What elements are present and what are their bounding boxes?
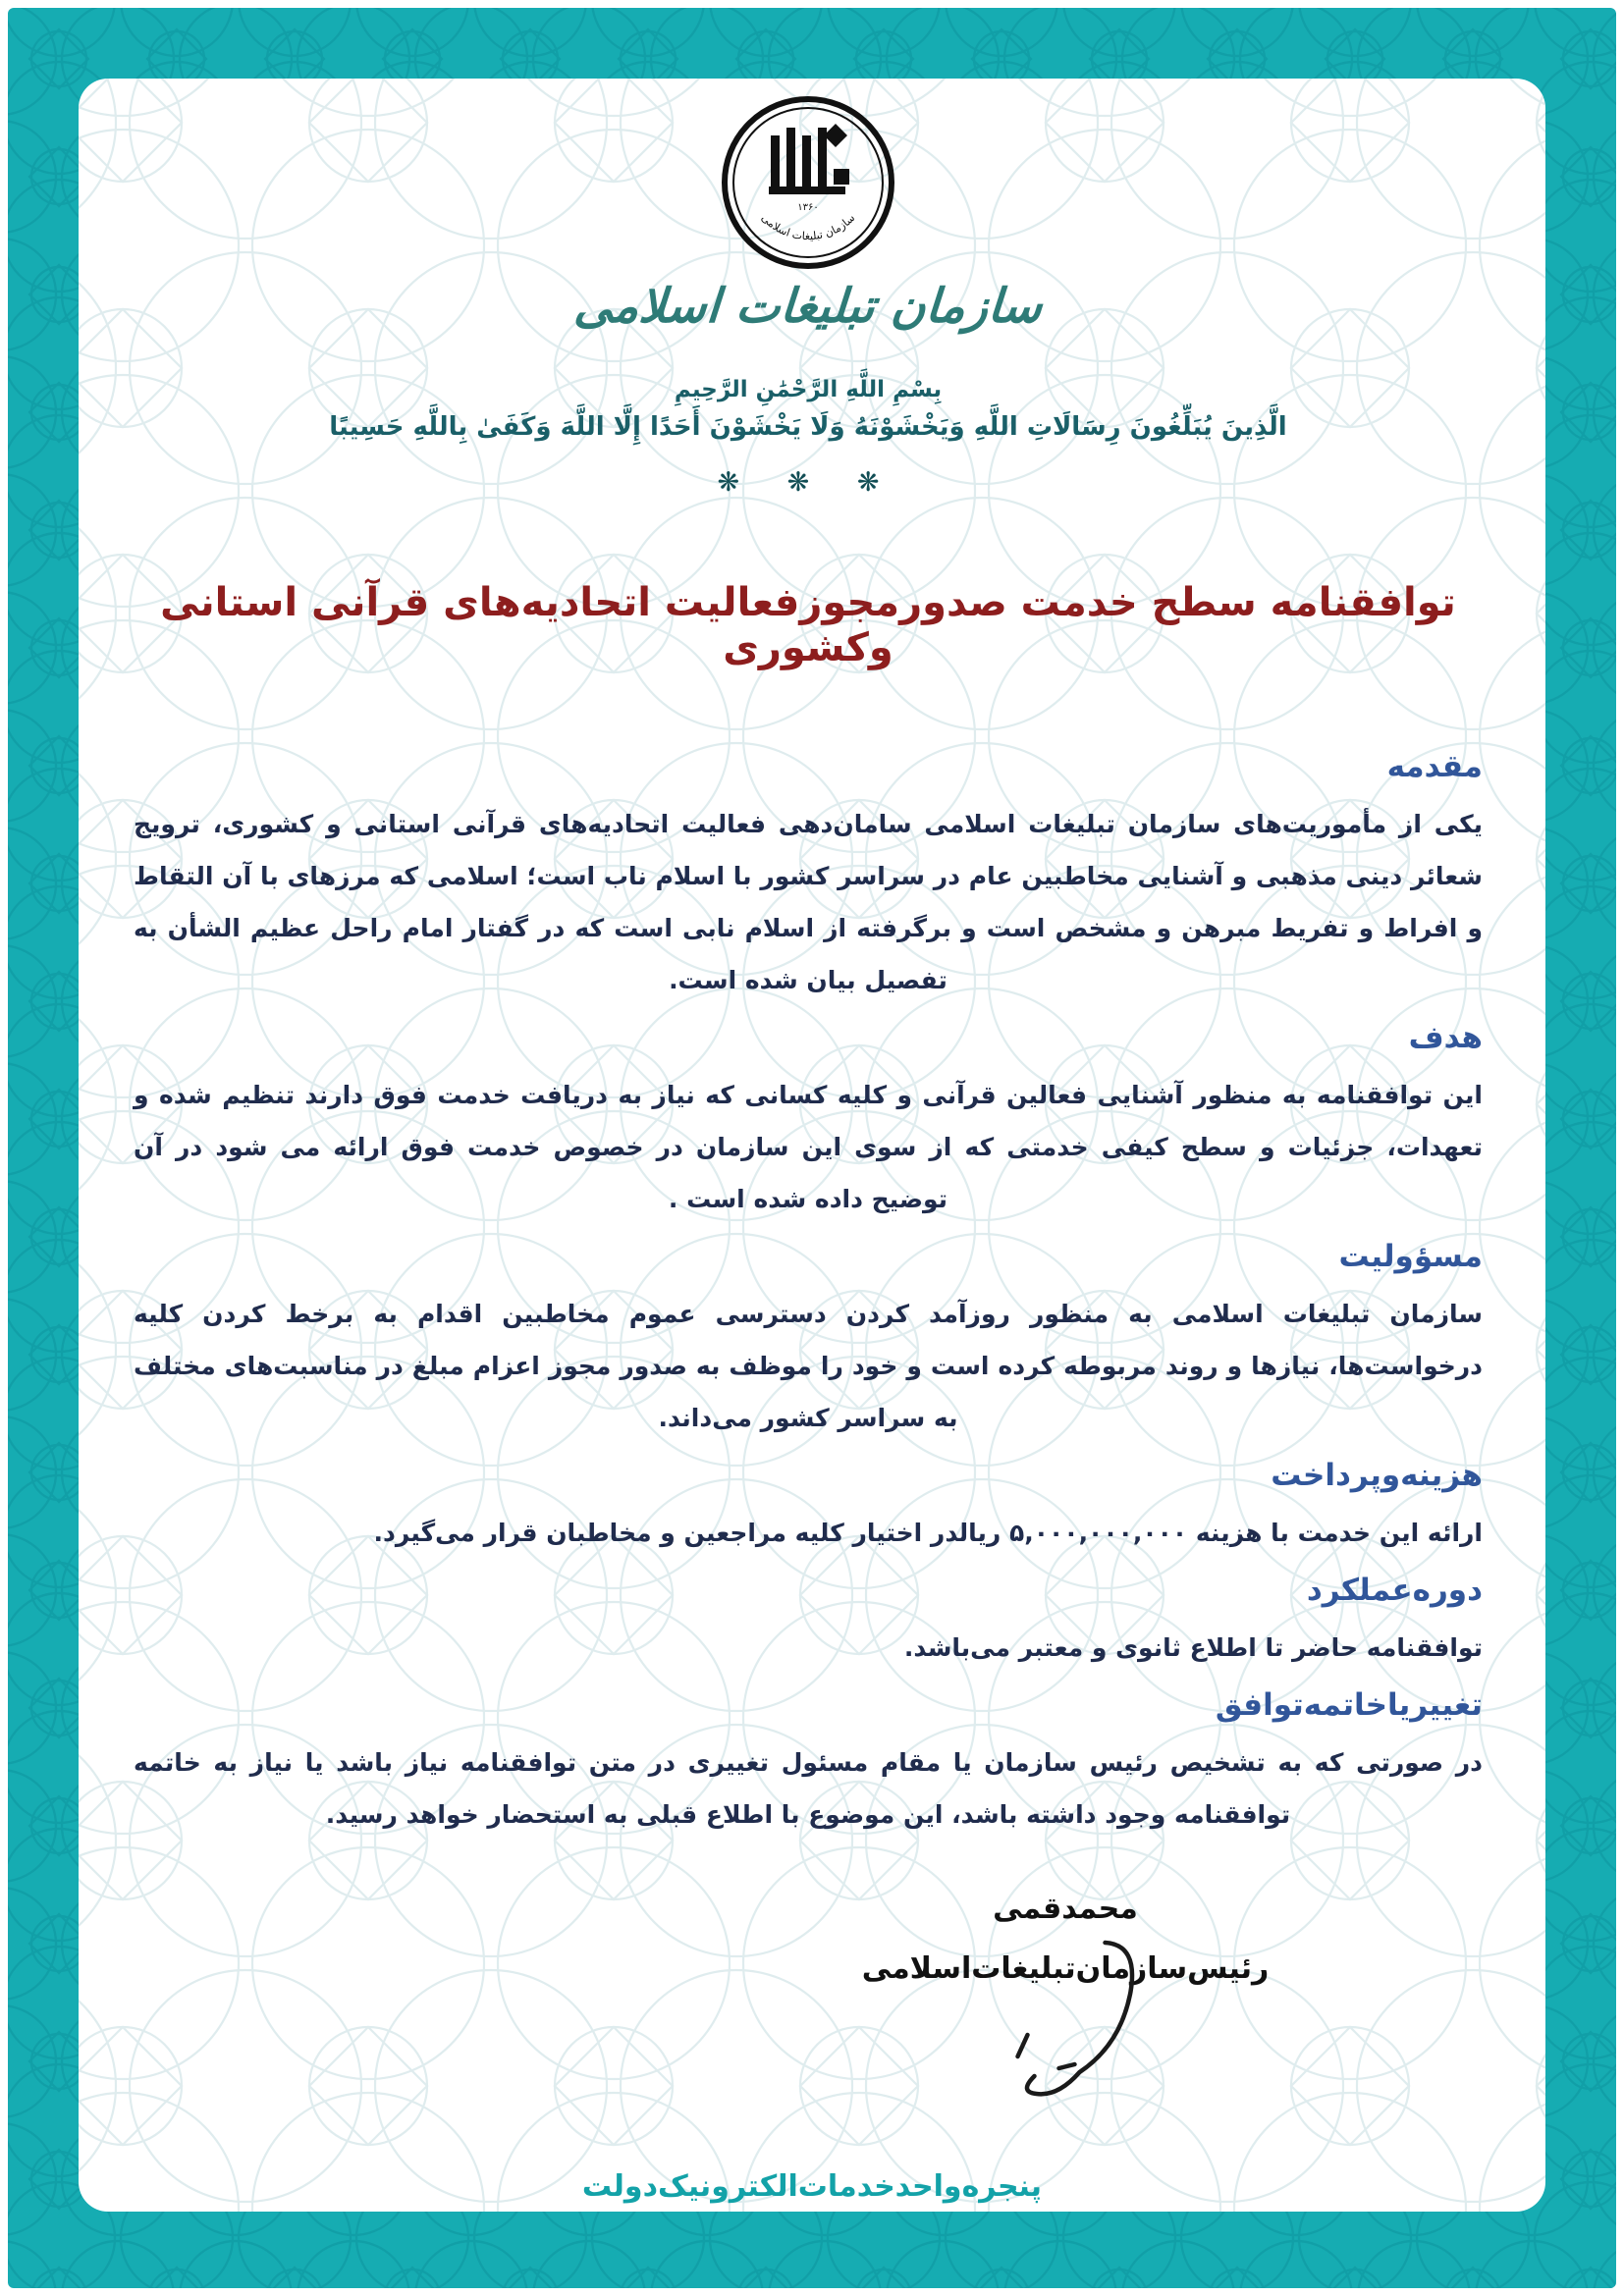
section-performance-period-body: توافقنامه حاضر تا اطلاع ثانوی و معتبر می‌باشد.: [903, 1633, 1483, 1662]
section-cost-payment: [134, 1458, 1483, 1559]
signature-block: [391, 1892, 1624, 1986]
section-intro: [134, 749, 1483, 1006]
section-change-termination-heading: تغییریاخاتمه‌توافق: [1215, 1687, 1483, 1723]
handwritten-signature-icon: [991, 1939, 1158, 2106]
section-intro-body: یکی از مأموریت‌های سازمان تبلیغات اسلامی سامان‌دهی فعالیت اتحادیه‌های قرآنی استانی و کشوری، ترویج شعائر دینی مذهبی و آشنایی مخاطبین عام در سراسر کشور با اسلام ناب است؛ اسلامی که مرزهای با آن التقاط و افراط و تفریط مبرهن و مشخص است و برگرفته از اسلام نابی است که در گفتار امام راحل عظیم الشأن به تفصیل بیان شده است.: [134, 810, 1483, 994]
section-performance-period-heading: دوره‌عملکرد: [1306, 1573, 1483, 1608]
organization-seal-icon: [720, 94, 896, 271]
document-sheet: [79, 79, 1545, 2212]
section-goal-body: این توافقنامه به منظور آشنایی فعالین قرآنی و کلیه کسانی که نیاز به دریافت خدمت فوق دارند تنظیم شده و تعهدات، جزئیات و سطح کیفی خدمتی که از سوی این سازمان در خصوص خدمت فوق ارائه می شود در آن توضیح داده شده است .: [134, 1081, 1483, 1213]
document-title: توافقنامه سطح خدمت صدورمجوزفعالیت اتحادیه‌های قرآنی استانی وکشوری: [160, 580, 1456, 670]
section-change-termination: [134, 1687, 1483, 1841]
section-goal-heading: هدف: [1408, 1020, 1483, 1055]
footer-egov-label: پنجره‌واحدخدمات‌الکترونیک‌دولت: [581, 2169, 1043, 2204]
section-responsibility: [134, 1239, 1483, 1444]
section-intro-heading: مقدمه: [1386, 749, 1483, 784]
bismillah-line: بِسْمِ اللَّهِ الرَّحْمَٰنِ الرَّحِيمِ: [674, 377, 943, 402]
organization-seal: [134, 94, 1483, 273]
kufic-allah-mark: [769, 124, 849, 194]
section-performance-period: [134, 1573, 1483, 1674]
signer-name: محمدقمی: [993, 1892, 1138, 1926]
section-goal: [134, 1020, 1483, 1225]
sections: [134, 749, 1483, 1841]
section-cost-payment-heading: هزینه‌وپرداخت: [1271, 1458, 1483, 1493]
section-cost-payment-body: ارائه این خدمت با هزینه ۵,۰۰۰,۰۰۰,۰۰۰ ریالدر اختیار کلیه مراجعین و مخاطبان قرار می‌گیرد.: [373, 1519, 1483, 1547]
signer-role: رئیس‌سازمان‌تبلیغات‌اسلامی: [861, 1951, 1270, 1986]
quran-verse-line: الَّذِينَ يُبَلِّغُونَ رِسَالَاتِ اللَّهِ وَيَخْشَوْنَهُ وَلَا يَخْشَوْنَ أَحَدًا إِلَّا اللَّهَ وَكَفَىٰ بِاللَّهِ حَسِيبًا: [329, 412, 1287, 442]
section-responsibility-body: سازمان تبلیغات اسلامی به منظور روزآمد کردن دسترسی عموم مخاطبین اقدام به برخط کردن کلیه درخواست‌ها، نیازها و روند مربوطه کرده است و خود را موظف به صدور مجوز اعزام مبلغ در مناسبت‌های مختلف به سراسر کشور می‌داند.: [134, 1300, 1483, 1432]
section-responsibility-heading: مسؤولیت: [1338, 1239, 1483, 1274]
section-change-termination-body: در صورتی که به تشخیص رئیس سازمان یا مقام مسئول تغییری در متن توافقنامه نیاز باشد یا نیاز به خاتمه توافقنامه وجود داشته باشد، این موضوع با اطلاع قبلی به استحضار خواهد رسید.: [134, 1748, 1483, 1829]
seal-year: ۱۳۶۰: [797, 202, 819, 213]
organization-calligraphy: سازمان تبلیغات اسلامی: [571, 279, 1045, 334]
ornament-asterisks: ❋ ❋ ❋: [717, 467, 899, 498]
seal-arc-text: سازمان تبلیغات اسلامی: [758, 211, 858, 243]
